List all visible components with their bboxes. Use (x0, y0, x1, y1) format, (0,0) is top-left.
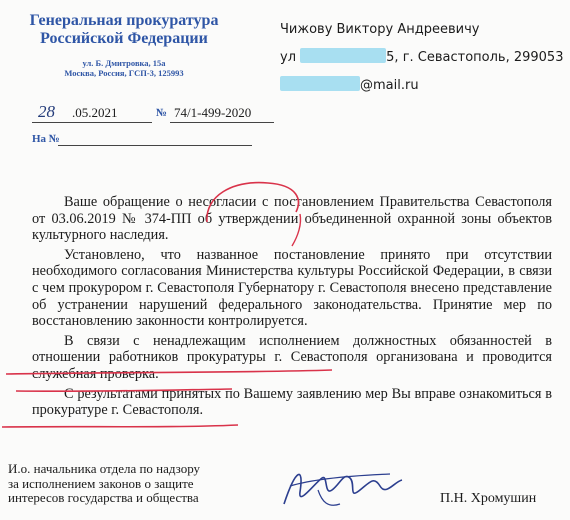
letterhead-organization (18, 12, 230, 48)
signer-name: П.Н. Хромушин (440, 491, 537, 506)
letter-body (32, 194, 552, 422)
org-address-line1: ул. Б. Дмитровка, 15а (82, 58, 166, 68)
redacted-email-user (280, 76, 360, 91)
paragraph-4: С результатами принятых по Вашему заявлению мер Вы вправе ознакомиться в прокуратуре г. Севастополя. (32, 385, 552, 419)
paragraph-1: Ваше обращение о несогласии с постановлением Правительства Севастополя от 03.06.2019 № 374-ПП об утверждении объединенной охранной зоны объектов культурного наследия. (32, 194, 552, 244)
handwritten-day: 28 (38, 102, 55, 121)
address-prefix: ул (280, 50, 297, 65)
email-domain: @mail.ru (360, 78, 419, 93)
signatory-title-line1: И.о. начальника отдела по надзору (8, 461, 201, 476)
paragraph-2: Установлено, что названное постановление принято при отсутствии необходимого согласования Министерства культуры Российской Федерации, в связи с чем прокурором г. Севастополя Губернатору г. Севастополя внесено представление об устранении нарушений федерального законодательства. Принятие мер по восстановлению законности контролируется. (32, 246, 552, 330)
address-rest: 5, г. Севастополь, 299053 (386, 50, 564, 65)
recipient-email (280, 76, 419, 93)
redacted-street (300, 48, 386, 63)
date-month-year: .05.2021 (72, 105, 118, 120)
number-underline (170, 122, 274, 123)
reference-label: На № (32, 133, 60, 145)
letterhead-address (18, 58, 230, 78)
signatory-title-line3: интересов государства и общества (8, 490, 199, 505)
signatory-title (8, 462, 200, 506)
org-name-line2: Российской Федерации (40, 30, 208, 47)
underline-annotation-3 (2, 425, 238, 427)
org-address-line2: Москва, Россия, ГСП-3, 125993 (64, 68, 184, 78)
signatory-title-line2: за исполнением законов о защите (8, 475, 194, 491)
handwritten-signature (270, 460, 420, 518)
date-underline (32, 122, 152, 123)
recipient-name: Чижову Виктору Андреевичу (280, 22, 480, 37)
org-name-line1: Генеральная прокуратура (29, 12, 219, 29)
recipient-address (280, 48, 563, 65)
number-label: № (156, 107, 168, 119)
paragraph-3: В связи с ненадлежащим исполнением должностных обязанностей в отношении работников прокуратуры г. Севастополя организована и проводится служебная проверка. (32, 332, 552, 382)
outgoing-number: 74/1-499-2020 (174, 105, 252, 120)
reference-row (32, 133, 60, 145)
outgoing-date-row (32, 104, 272, 124)
reference-underline (58, 145, 252, 146)
